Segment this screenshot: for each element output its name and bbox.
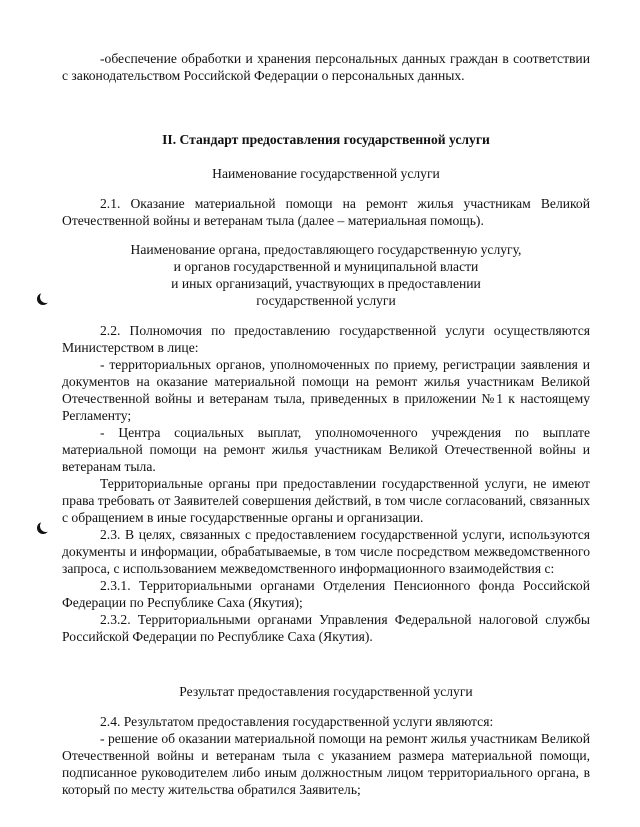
paragraph-2-4-decision: - решение об оказании материальной помощи на ремонт жилья участникам Великой Отечественной войны и ветеранам тыла с указанием размера материальной помощи, подписанное руководителем либо иным должностным лицом территориального органа, в который по месту жительства обратился Заявитель; xyxy=(62,731,590,797)
organ-body xyxy=(62,322,590,645)
organ-heading-line-3: и иных организаций, участвующих в предоставлении xyxy=(171,276,481,291)
naming-heading-block xyxy=(62,165,590,182)
result-heading-block xyxy=(62,683,590,700)
result-body xyxy=(62,713,590,798)
scan-punch-mark-upper xyxy=(40,291,52,303)
organ-heading-line-4: государственной услуги xyxy=(256,293,396,308)
paragraph-2-3-1: 2.3.1. Территориальными органами Отделения Пенсионного фонда Российской Федерации по Республике Саха (Якутия); xyxy=(62,578,590,610)
paragraph-2-2-center: - Центра социальных выплат, уполномоченного учреждения по выплате материальной помощи на ремонт жилья участникам Великой Отечественной войны и ветеранам тыла. xyxy=(62,425,590,474)
intro-section xyxy=(62,50,590,84)
paragraph-2-4: 2.4. Результатом предоставления государственной услуги являются: xyxy=(100,714,494,729)
section-title-block xyxy=(62,131,590,148)
organ-heading-line-2: и органов государственной и муниципальной власти xyxy=(173,259,479,274)
paragraph-2-2-territorial: - территориальных органов, уполномоченных по приему, регистрации заявления и документов на оказание материальной помощи на ремонт жилья участникам Великой Отечественной войны и ветеранам тыла, приведенных в приложении №1 к настоящему Регламенту; xyxy=(62,357,590,423)
paragraph-2-1-block xyxy=(62,195,590,229)
paragraph-2-3-2: 2.3.2. Территориальными органами Управления Федеральной налоговой службы Российской Федерации по Республике Саха (Якутия). xyxy=(62,612,590,644)
paragraph-2-2: 2.2. Полномочия по предоставлению государственной услуги осуществляются Министерством в лице: xyxy=(62,323,590,355)
scan-punch-mark-lower xyxy=(40,520,52,532)
organ-heading-line-1: Наименование органа, предоставляющего государственную услугу, xyxy=(130,242,522,257)
paragraph-2-3: 2.3. В целях, связанных с предоставлением государственной услуги, используются документы и информации, обрабатываемые, в том числе посредством межведомственного запроса, с использованием межведомственного информационного взаимодействия с: xyxy=(62,527,590,576)
result-heading: Результат предоставления государственной услуги xyxy=(179,684,473,699)
section-title: II. Стандарт предоставления государственной услуги xyxy=(162,132,490,147)
organ-heading-block xyxy=(62,241,590,309)
paragraph-2-2-restriction: Территориальные органы при предоставлении государственной услуги, не имеют права требовать от Заявителей совершения действий, в том числе согласований, связанных с обращением в иные государственные органы и организации. xyxy=(62,476,590,525)
paragraph-2-1: 2.1. Оказание материальной помощи на ремонт жилья участникам Великой Отечественной войны и ветеранам тыла (далее – материальная помощь). xyxy=(62,196,590,228)
intro-paragraph: -обеспечение обработки и хранения персональных данных граждан в соответствии с законодательством Российской Федерации о персональных данных. xyxy=(62,51,590,83)
naming-heading: Наименование государственной услуги xyxy=(212,166,440,181)
